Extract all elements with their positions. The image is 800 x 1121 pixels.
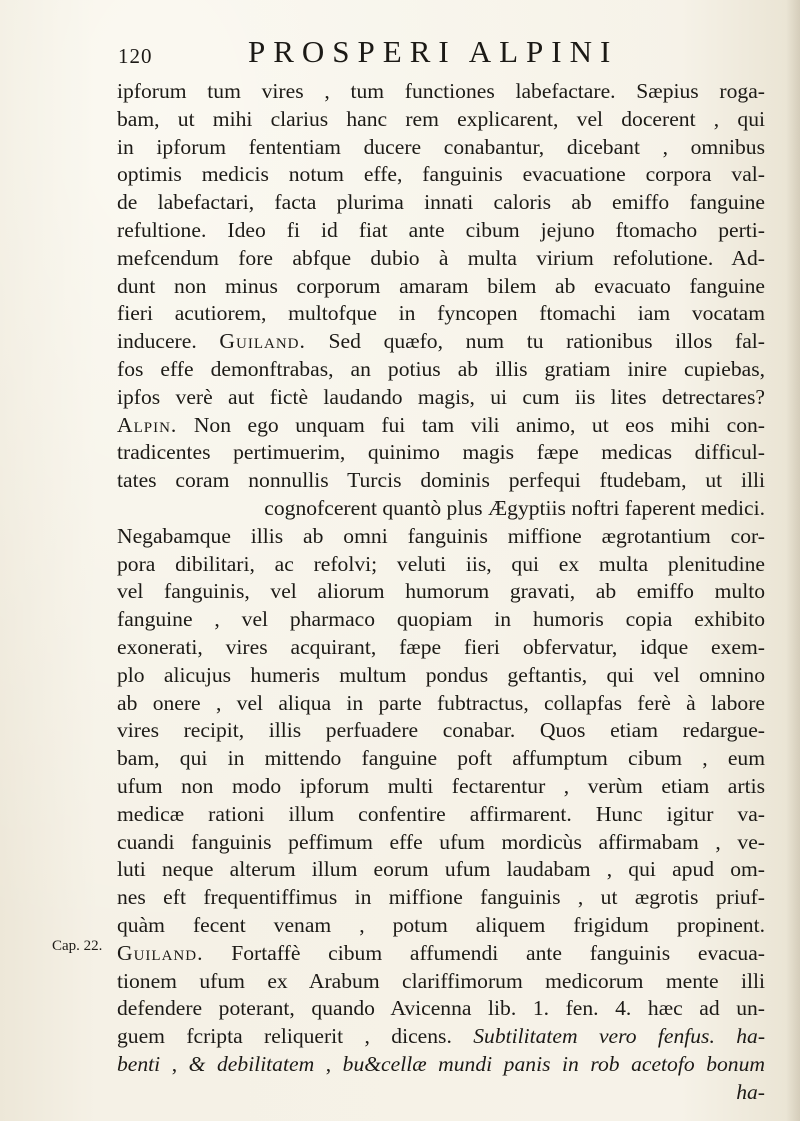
text-line: tradicentes pertimuerim, quinimo magis fæpe medicas difficul- xyxy=(117,440,765,465)
speaker-name: Alpin. xyxy=(117,412,178,437)
text-line: optimis medicis notum effe, fanguinis evacuatione corpora val- xyxy=(117,162,765,187)
text-line: fos effe demonftrabas, an potius ab illis gratiam inire cupiebas, xyxy=(117,356,765,381)
text-line: bam, ut mihi clarius hanc rem explicarent, vel docerent , qui xyxy=(117,106,765,131)
text-line: cuandi fanguinis peffimum effe ufum mordicùs affirmabam , ve- xyxy=(117,829,765,854)
text-line: pora dibilitari, ac refolvi; veluti iis, qui ex multa plenitudine xyxy=(117,551,765,576)
text-line: Negabamque illis ab omni fanguinis miffione ægrotantium cor- xyxy=(117,523,765,548)
line-start: guem fcripta reliquerit , dicens. xyxy=(117,1024,474,1049)
text-line: plo alicujus humeris multum pondus geftantis, qui vel omnino xyxy=(117,662,765,687)
text-line: mefcendum fore abfque dubio à multa virium refolutione. Ad- xyxy=(117,245,765,270)
text-line: cognofcerent quantò plus Ægyptiis noftri faperent medici. xyxy=(264,495,765,520)
running-head-word-2: ALPINI xyxy=(468,34,619,69)
line-rest: Sed quæfo, num tu rationibus illos fal- xyxy=(305,329,766,354)
text-line: bam, qui in mittendo fanguine poft affumptum cibum , eum xyxy=(117,746,765,771)
text-line: vel fanguinis, vel aliorum humorum gravati, ab emiffo multo xyxy=(117,579,765,604)
text-line: fanguine , vel pharmaco quopiam in humoris copia exhibito xyxy=(117,607,765,632)
ampersand: & xyxy=(188,1051,206,1076)
italic-quote: bu&cellæ mundi panis in rob acetofo bonum xyxy=(342,1051,765,1076)
speaker-name: Guiland. xyxy=(219,329,306,354)
text-line: exonerati, vires acquirant, fæpe fieri obfervatur, idque exem- xyxy=(117,634,765,659)
text-line: defendere poterant, quando Avicenna lib. 1. fen. 4. hæc ad un- xyxy=(117,996,765,1021)
text-line xyxy=(117,1023,765,1051)
text-line: dunt non minus corporum amaram bilem ab evacuato fanguine xyxy=(117,273,765,298)
line-rest: Fortaffè cibum affumendi ante fanguinis evacua- xyxy=(203,940,765,965)
text-line: nes eft frequentiffimus in miffione fanguinis , ut ægrotis priuf- xyxy=(117,885,765,910)
text-line: in ipforum fententiam ducere conabantur, dicebant , omnibus xyxy=(117,134,765,159)
running-head-word-1: PROSPERI xyxy=(248,34,457,69)
italic-quote: Subtilitatem vero fenfus. ha- xyxy=(473,1024,766,1049)
body-text xyxy=(117,78,765,1106)
text-line: tionem ufum ex Arabum clariffimorum medicorum mente illi xyxy=(117,968,765,993)
text-line xyxy=(117,1051,765,1079)
text-line: luti neque alterum illum eorum ufum laudabam , qui apud om- xyxy=(117,857,765,882)
line-start: inducere. xyxy=(117,329,220,354)
catchword xyxy=(117,1079,765,1107)
text-line: medicæ rationi illum confentire affirmarent. Hunc igitur va- xyxy=(117,801,765,826)
text-line xyxy=(117,940,765,968)
text-line: de labefactari, facta plurima innati caloris ab emiffo fanguine xyxy=(117,190,765,215)
margin-note: Cap. 22. xyxy=(52,938,103,954)
speaker-name: Guiland. xyxy=(117,940,204,965)
text-line xyxy=(117,328,765,356)
text-line: ab onere , vel aliqua in parte fubtractus, collapfas ferè à labore xyxy=(117,690,765,715)
text-line: refultione. Ideo fi id fiat ante cibum jejuno ftomacho perti- xyxy=(117,217,765,242)
text-line: ufum non modo ipforum multi fectarentur , verùm etiam artis xyxy=(117,773,765,798)
page-number: 120 xyxy=(118,44,153,68)
line-rest: Non ego unquam fui tam vili animo, ut eos mihi con- xyxy=(177,412,765,437)
text-line: vires recipit, illis perfuadere conabar. Quos etiam redargue- xyxy=(117,718,765,743)
running-head-title xyxy=(248,34,618,70)
italic-quote: benti xyxy=(117,1051,161,1076)
italic-quote: debilitatem xyxy=(205,1051,315,1076)
text-line: quàm fecent venam , potum aliquem frigidum propinent. xyxy=(117,912,765,937)
catchword-text: ha- xyxy=(736,1079,765,1104)
separator: , xyxy=(314,1051,343,1076)
text-line: fieri acutiorem, multofque in fyncopen ftomachi iam vocatam xyxy=(117,301,765,326)
text-line: tates coram nonnullis Turcis dominis perfequi ftudebam, ut illi xyxy=(117,468,765,493)
text-line: ipfos verè aut fictè laudando magis, ui cum iis lites detrectares? xyxy=(117,384,765,409)
separator: , xyxy=(160,1051,189,1076)
running-header xyxy=(118,32,758,72)
text-line: ipforum tum vires , tum functiones labefactare. Sæpius roga- xyxy=(117,79,765,103)
page-edge-shadow xyxy=(786,0,800,1121)
text-line xyxy=(117,412,765,440)
